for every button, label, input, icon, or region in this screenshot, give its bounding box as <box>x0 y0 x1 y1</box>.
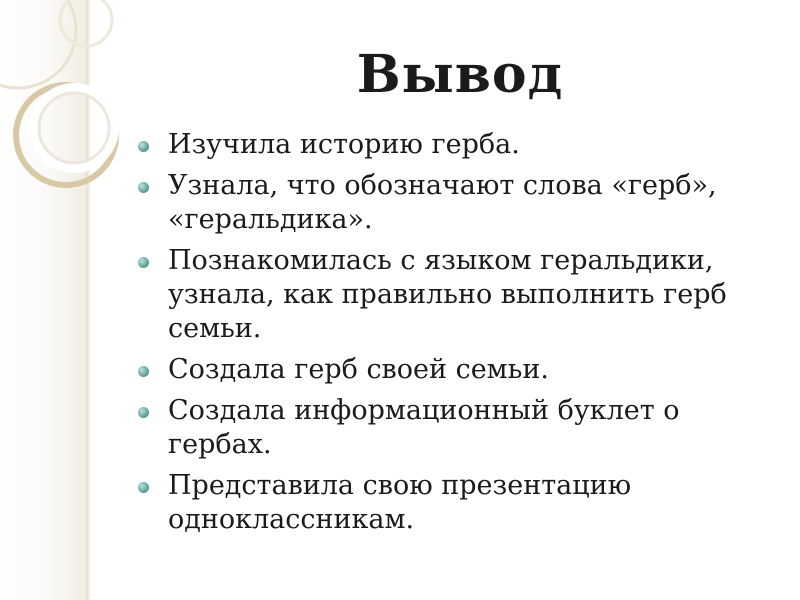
bullet-icon <box>138 407 149 418</box>
conclusion-list <box>138 128 778 544</box>
list-item-text: Создала герб своей семьи. <box>168 354 549 385</box>
slide-title: Вывод <box>356 44 564 105</box>
list-item-text: Изучила историю герба. <box>168 129 520 160</box>
list-item-text: Узнала, что обозначают слова «герб», «геральдика». <box>168 170 717 235</box>
list-item <box>138 394 778 462</box>
bullet-icon <box>138 366 149 377</box>
list-item <box>138 353 778 387</box>
ring-ornament <box>0 0 140 210</box>
bullet-icon <box>138 257 149 268</box>
list-item <box>138 469 778 537</box>
bullet-icon <box>138 482 149 493</box>
bullet-icon <box>138 141 149 152</box>
list-item-text: Представила свою презентацию одноклассникам. <box>168 470 632 535</box>
list-item <box>138 169 778 237</box>
bullet-icon <box>138 182 149 193</box>
list-item-text: Создала информационный буклет о гербах. <box>168 395 680 460</box>
list-item-text: Познакомилась с языком геральдики, узнала, как правильно выполнить герб семьи. <box>168 245 727 344</box>
list-item <box>138 244 778 346</box>
list-item <box>138 128 778 162</box>
